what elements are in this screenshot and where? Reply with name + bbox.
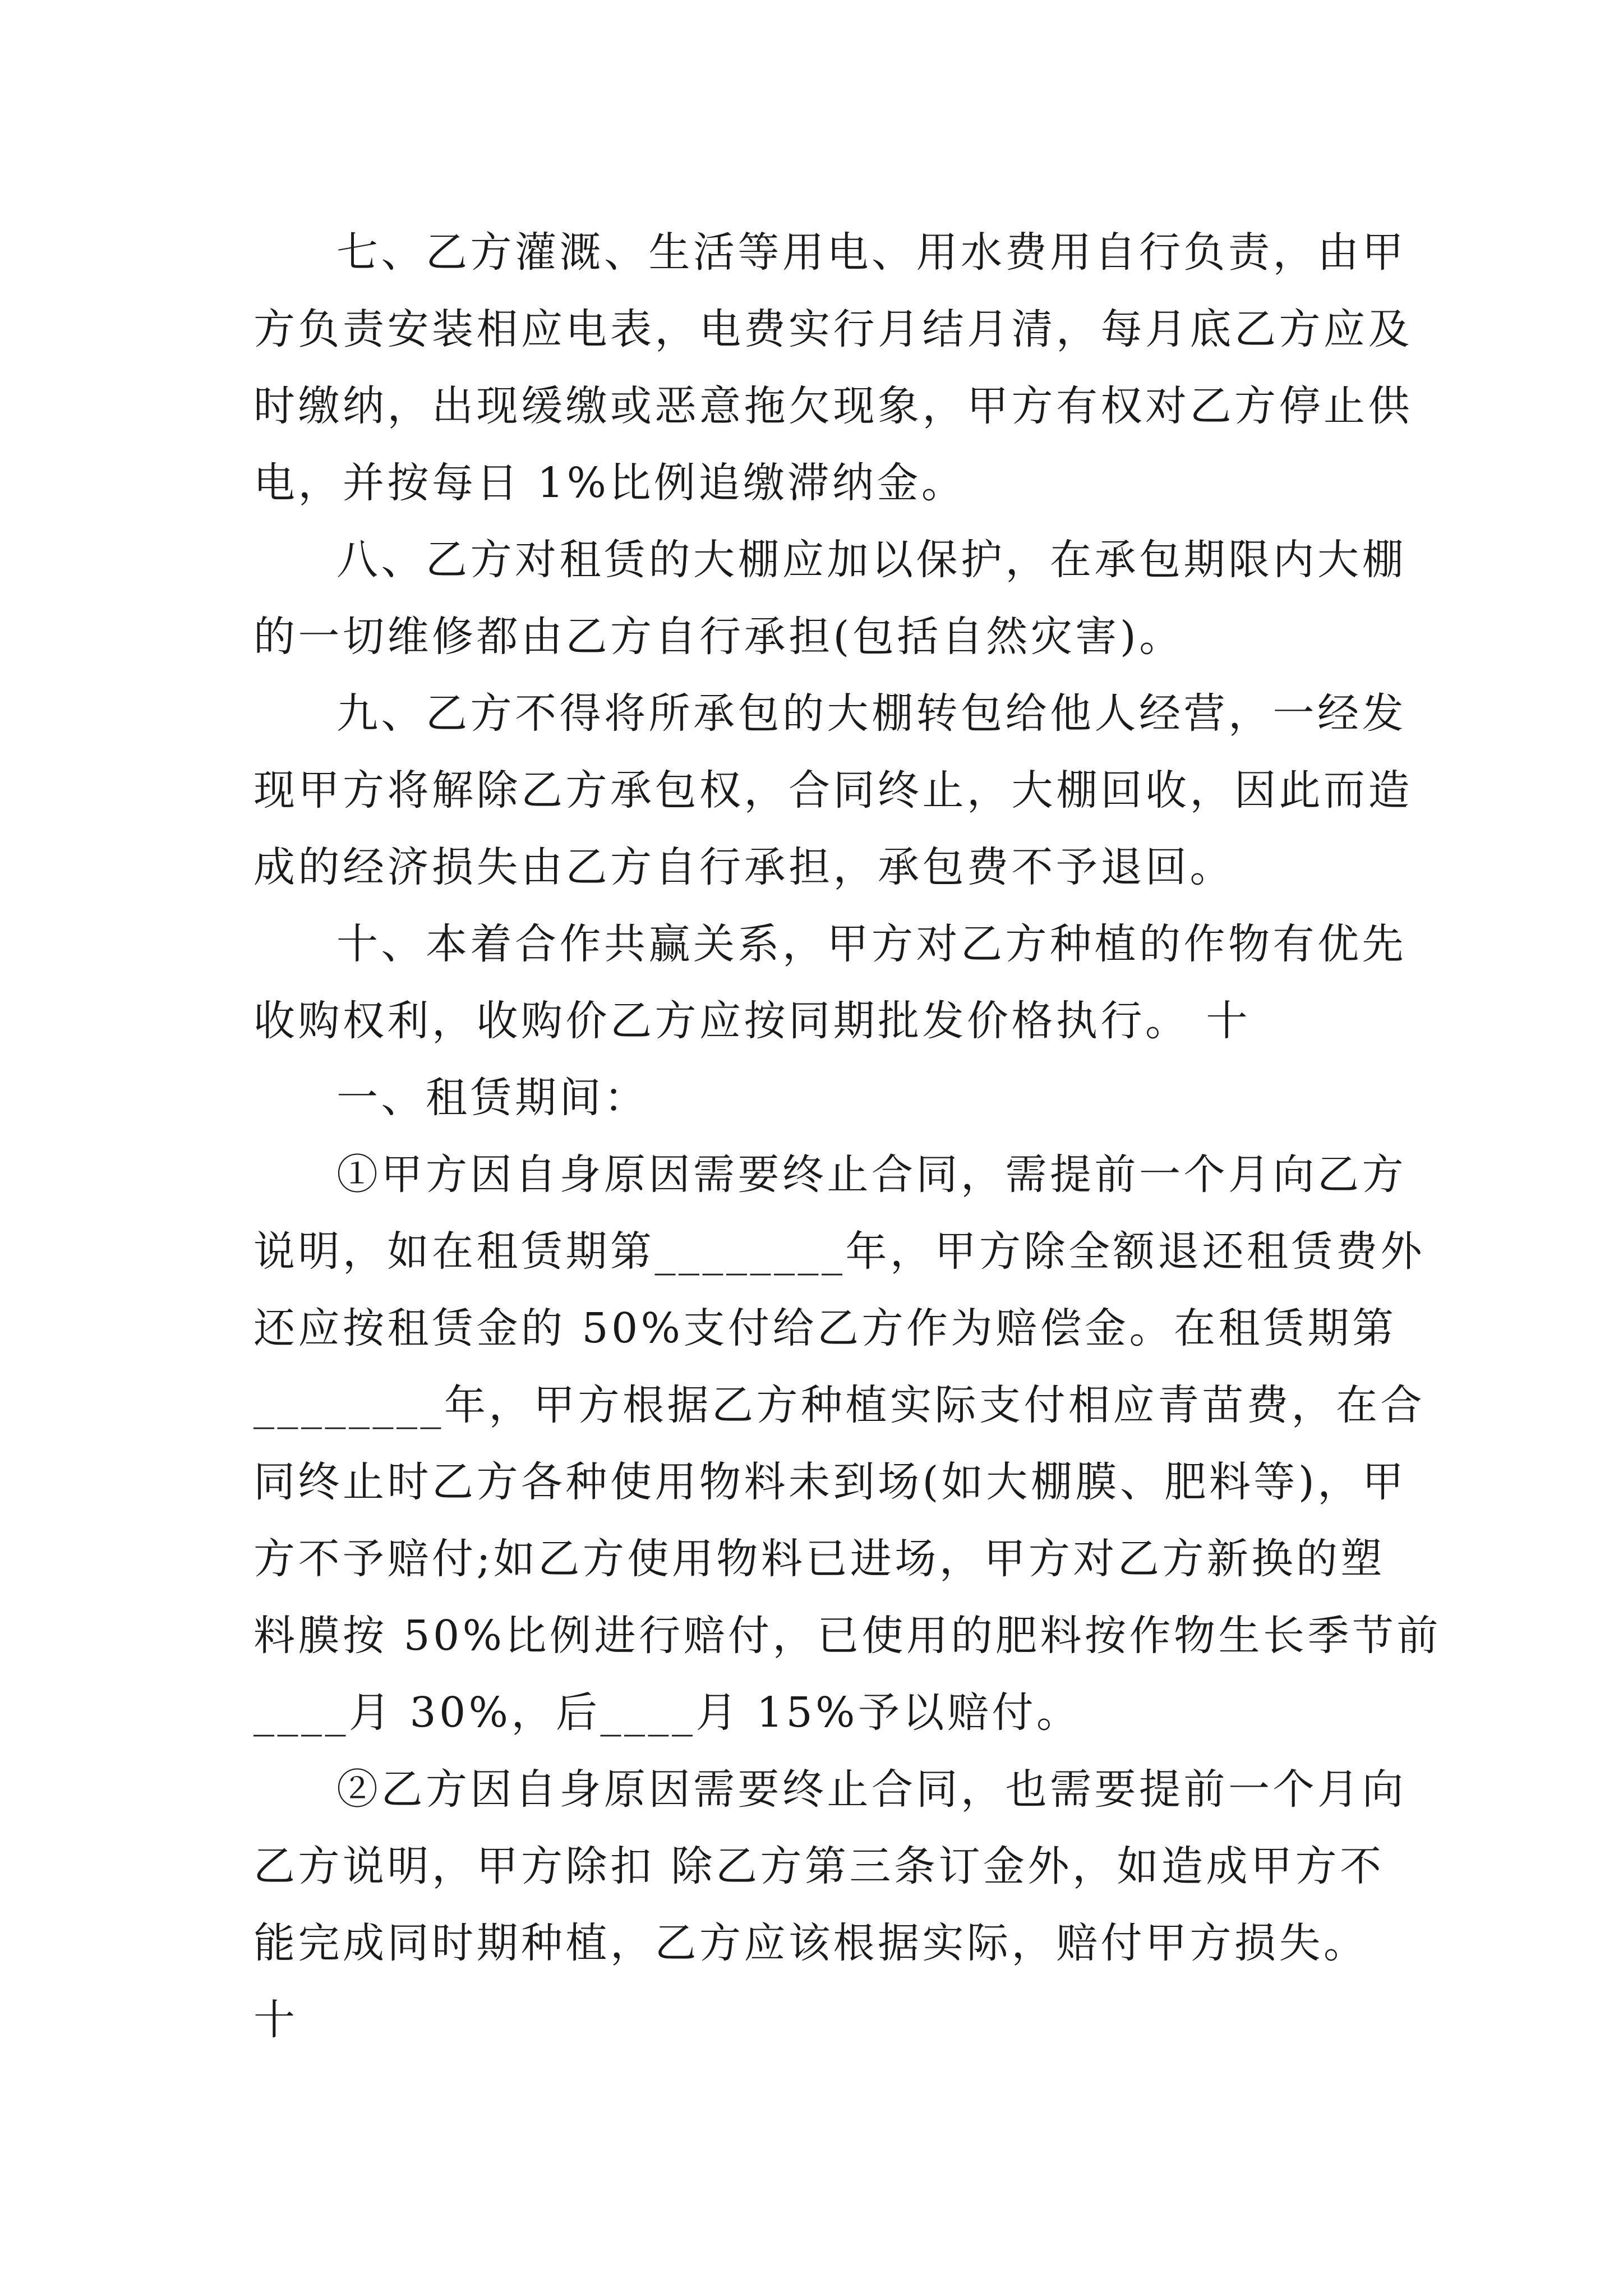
text-line: ____月 30%，后____月 15%予以赔付。 bbox=[253, 1688, 1081, 1737]
text-line: 十 bbox=[253, 1996, 298, 2044]
text-line: 同终止时乙方各种使用物料未到场(如大棚膜、肥料等)，甲 bbox=[253, 1458, 1407, 1506]
text-line: ①甲方因自身原因需要终止合同，需提前一个月向乙方 bbox=[336, 1151, 1407, 1199]
text-line: 八、乙方对租赁的大棚应加以保护，在承包期限内大棚 bbox=[336, 536, 1407, 584]
text-line: 方负责安装相应电表，电费实行月结月清，每月底乙方应及 bbox=[253, 305, 1413, 353]
text-line: 现甲方将解除乙方承包权，合同终止，大棚回收，因此而造 bbox=[253, 766, 1413, 815]
text-line: 电，并按每日 1%比例追缴滞纳金。 bbox=[253, 459, 966, 507]
text-line: 成的经济损失由乙方自行承担，承包费不予退回。 bbox=[253, 843, 1234, 891]
text-line: 还应按租赁金的 50%支付给乙方作为赔偿金。在租赁期第 bbox=[253, 1304, 1397, 1352]
text-line: 能完成同时期种植，乙方应该根据实际，赔付甲方损失。 bbox=[253, 1919, 1368, 1967]
text-line: 乙方说明，甲方除扣 除乙方第三条订金外，如造成甲方不 bbox=[253, 1842, 1385, 1890]
text-line: 七、乙方灌溉、生活等用电、用水费用自行负责，由甲 bbox=[336, 228, 1407, 277]
text-line: 一、租赁期间： bbox=[336, 1074, 649, 1122]
text-line: 收购权利，收购价乙方应按同期批发价格执行。 十 bbox=[253, 997, 1251, 1045]
text-line: 说明，如在租赁期第________年，甲方除全额退还租赁费外 bbox=[253, 1227, 1425, 1276]
text-line: 时缴纳，出现缓缴或恶意拖欠现象，甲方有权对乙方停止供 bbox=[253, 382, 1413, 430]
text-line: 料膜按 50%比例进行赔付，已使用的肥料按作物生长季节前 bbox=[253, 1612, 1441, 1660]
document-body bbox=[253, 214, 1441, 2059]
text-line: ②乙方因自身原因需要终止合同，也需要提前一个月向 bbox=[336, 1765, 1407, 1814]
text-line: 十、本着合作共赢关系，甲方对乙方种植的作物有优先 bbox=[336, 920, 1407, 968]
text-line: ________年，甲方根据乙方种植实际支付相应青苗费，在合 bbox=[253, 1381, 1425, 1429]
text-line: 的一切维修都由乙方自行承担(包括自然灾害)。 bbox=[253, 613, 1184, 661]
text-line: 九、乙方不得将所承包的大棚转包给他人经营，一经发 bbox=[336, 689, 1407, 738]
text-line: 方不予赔付;如乙方使用物料已进场，甲方对乙方新换的塑 bbox=[253, 1535, 1385, 1583]
